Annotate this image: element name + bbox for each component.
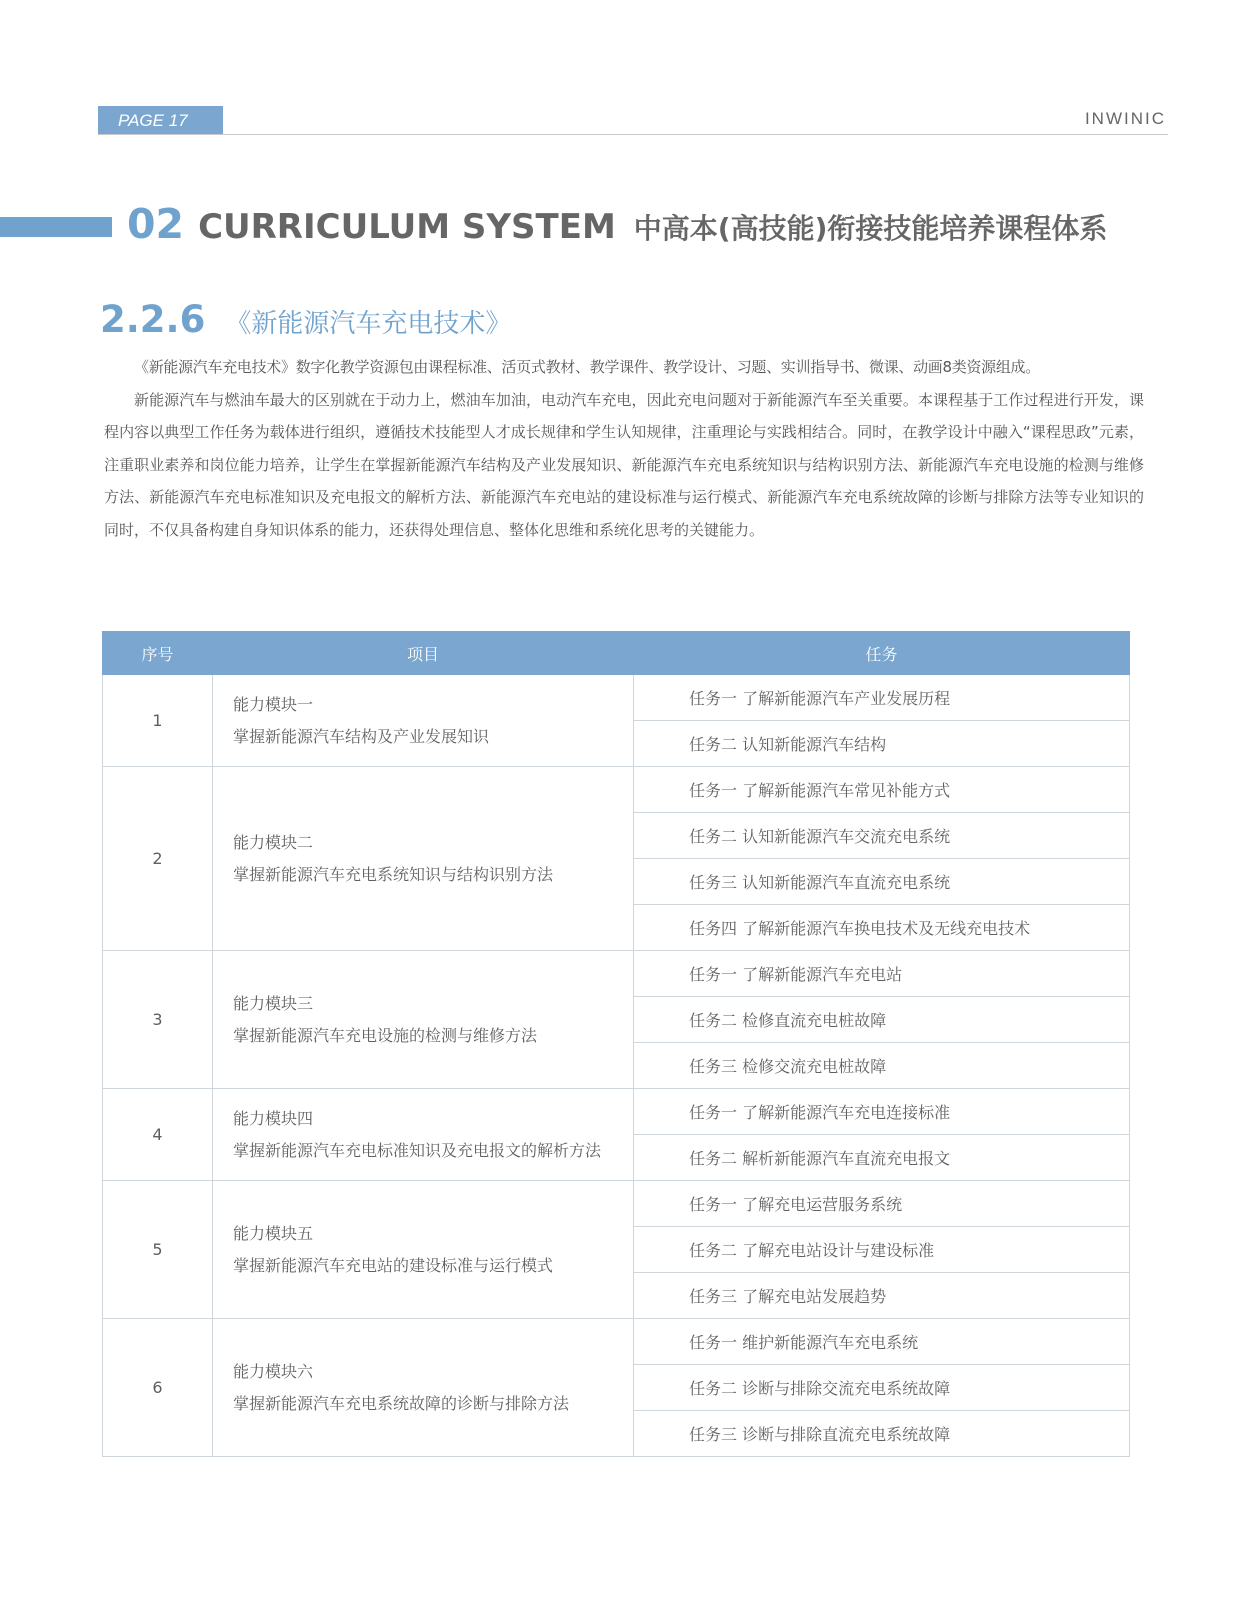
- task-cell: 任务一 维护新能源汽车充电系统: [634, 1319, 1130, 1365]
- page-number-tag: PAGE 17: [98, 106, 223, 135]
- task-cell: 任务二 诊断与排除交流充电系统故障: [634, 1365, 1130, 1411]
- module-number: 6: [103, 1319, 213, 1457]
- table-header-row: [103, 632, 1130, 675]
- task-cell: 任务三 认知新能源汽车直流充电系统: [634, 859, 1130, 905]
- task-cell: 任务二 解析新能源汽车直流充电报文: [634, 1135, 1130, 1181]
- module-name: 能力模块五: [233, 1223, 314, 1243]
- header-project: 项目: [213, 632, 634, 675]
- module-name: 能力模块三: [233, 993, 314, 1013]
- module-project: [213, 951, 634, 1089]
- task-cell: 任务一 了解充电运营服务系统: [634, 1181, 1130, 1227]
- module-description: 掌握新能源汽车充电系统故障的诊断与排除方法: [233, 1393, 570, 1413]
- task-cell: 任务二 检修直流充电桩故障: [634, 997, 1130, 1043]
- header-divider: [98, 134, 1168, 135]
- section-number: 2.2.6: [100, 298, 206, 341]
- task-cell: 任务二 认知新能源汽车结构: [634, 721, 1130, 767]
- table-row: [103, 951, 1130, 997]
- table-row: [103, 1181, 1130, 1227]
- module-number: 5: [103, 1181, 213, 1319]
- module-project: [213, 675, 634, 767]
- table-body: [103, 675, 1130, 1457]
- table-row: [103, 767, 1130, 813]
- module-description: 掌握新能源汽车充电站的建设标准与运行模式: [233, 1255, 554, 1275]
- module-project: [213, 1319, 634, 1457]
- section-heading: [100, 298, 511, 341]
- brand-name: INWINIC: [1084, 109, 1166, 128]
- module-description: 掌握新能源汽车充电设施的检测与维修方法: [233, 1025, 538, 1045]
- task-cell: 任务三 诊断与排除直流充电系统故障: [634, 1411, 1130, 1457]
- description-paragraph: 新能源汽车与燃油车最大的区别就在于动力上，燃油车加油，电动汽车充电，因此充电问题对于新能源汽车至关重要。本课程基于工作过程进行开发，课程内容以典型工作任务为载体进行组织，遵循技术技能型人才成长规律和学生认知规律，注重理论与实践相结合。同时，在教学设计中融入“课程思政”元素，注重职业素养和岗位能力培养，让学生在掌握新能源汽车结构及产业发展知识、新能源汽车充电系统知识与结构识别方法、新能源汽车充电设施的检测与维修方法、新能源汽车充电标准知识及充电报文的解析方法、新能源汽车充电站的建设标准与运行模式、新能源汽车充电系统故障的诊断与排除方法等专业知识的同时，不仅具备构建自身知识体系的能力，还获得处理信息、整体化思维和系统化思考的关键能力。: [104, 390, 1144, 539]
- module-name: 能力模块六: [233, 1361, 314, 1381]
- module-project: [213, 1089, 634, 1181]
- module-project: [213, 1181, 634, 1319]
- module-description: 掌握新能源汽车结构及产业发展知识: [233, 726, 490, 746]
- module-name: 能力模块一: [233, 694, 314, 714]
- body-text: [104, 351, 1144, 546]
- curriculum-table: [102, 631, 1130, 1457]
- table-row: [103, 675, 1130, 721]
- chapter-accent-bar: [0, 217, 112, 237]
- task-cell: 任务二 了解充电站设计与建设标准: [634, 1227, 1130, 1273]
- task-cell: 任务一 了解新能源汽车常见补能方式: [634, 767, 1130, 813]
- task-cell: 任务一 了解新能源汽车产业发展历程: [634, 675, 1130, 721]
- section-title: 《新能源汽车充电技术》: [225, 309, 512, 339]
- module-name: 能力模块二: [233, 832, 314, 852]
- module-number: 1: [103, 675, 213, 767]
- task-cell: 任务二 认知新能源汽车交流充电系统: [634, 813, 1130, 859]
- chapter-number: 02: [127, 200, 185, 248]
- chapter-heading: [127, 200, 1107, 248]
- chapter-title-english: CURRICULUM SYSTEM: [198, 207, 616, 247]
- chapter-title-chinese: 中高本(高技能)衔接技能培养课程体系: [633, 212, 1108, 245]
- module-number: 4: [103, 1089, 213, 1181]
- module-name: 能力模块四: [233, 1108, 314, 1128]
- table-row: [103, 1089, 1130, 1135]
- header-no: 序号: [103, 632, 213, 675]
- task-cell: 任务四 了解新能源汽车换电技术及无线充电技术: [634, 905, 1130, 951]
- table-row: [103, 1319, 1130, 1365]
- module-number: 2: [103, 767, 213, 951]
- task-cell: 任务一 了解新能源汽车充电站: [634, 951, 1130, 997]
- task-cell: 任务三 了解充电站发展趋势: [634, 1273, 1130, 1319]
- module-number: 3: [103, 951, 213, 1089]
- intro-paragraph: 《新能源汽车充电技术》数字化教学资源包由课程标准、活页式教材、教学课件、教学设计、习题、实训指导书、微课、动画8类资源组成。: [134, 358, 1040, 376]
- module-project: [213, 767, 634, 951]
- module-description: 掌握新能源汽车充电标准知识及充电报文的解析方法: [233, 1140, 602, 1160]
- module-description: 掌握新能源汽车充电系统知识与结构识别方法: [233, 864, 554, 884]
- task-cell: 任务一 了解新能源汽车充电连接标准: [634, 1089, 1130, 1135]
- task-cell: 任务三 检修交流充电桩故障: [634, 1043, 1130, 1089]
- header-task: 任务: [634, 632, 1130, 675]
